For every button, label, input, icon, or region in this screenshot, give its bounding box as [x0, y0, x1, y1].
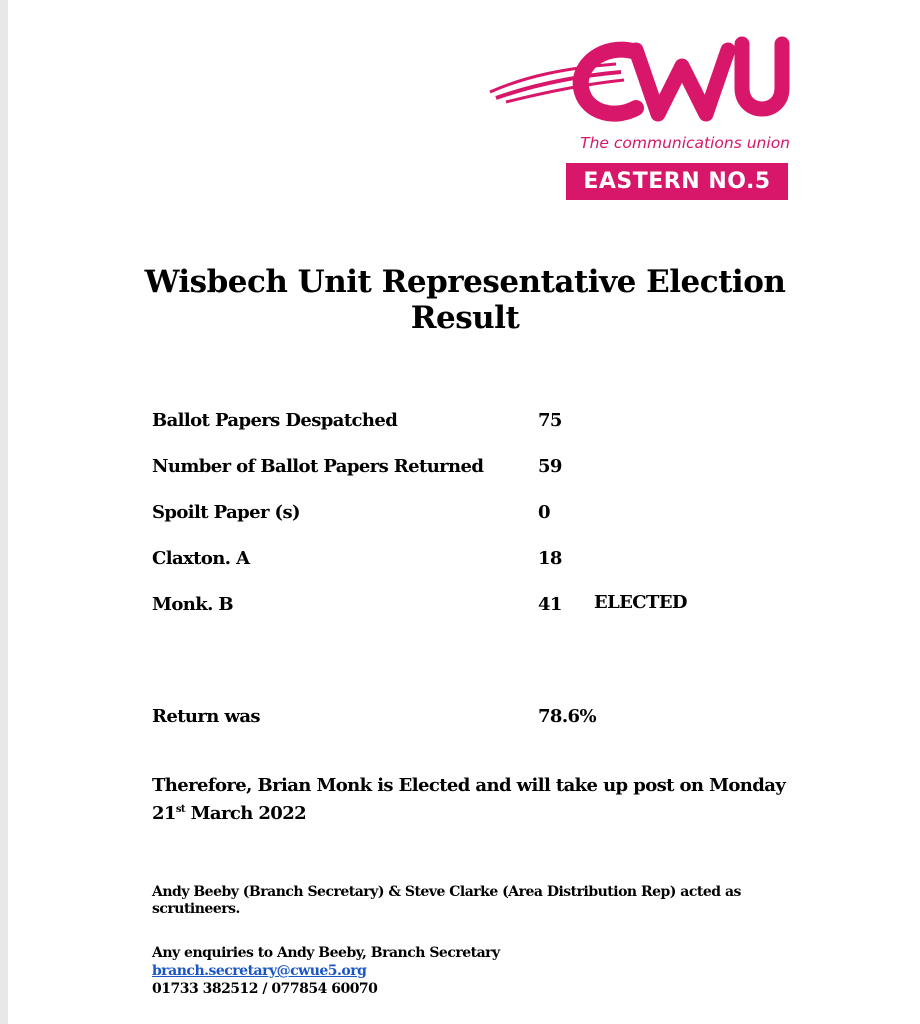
page-edge — [0, 0, 8, 1024]
cwu-logo — [486, 36, 796, 206]
row-label: Monk. B — [152, 594, 234, 615]
page-title — [140, 264, 790, 336]
title-line-1: Wisbech Unit Representative Election — [144, 264, 786, 300]
conclusion-text — [152, 774, 802, 826]
logo-text: CWU — [486, 36, 489, 37]
conclusion-superscript: st — [175, 804, 185, 815]
contact-block — [152, 944, 792, 998]
enquiries-text: Any enquiries to Andy Beeby, Branch Secretary — [152, 945, 500, 961]
result-row — [152, 410, 792, 456]
title-line-2: Result — [410, 300, 520, 336]
row-label: Number of Ballot Papers Returned — [152, 456, 484, 477]
conclusion-part-1: Therefore, Brian Monk is Elected and will take up post on Monday 21 — [152, 775, 786, 824]
result-row — [152, 548, 792, 594]
row-value: 41 — [538, 594, 562, 615]
return-row — [152, 706, 792, 727]
row-label: Spoilt Paper (s) — [152, 502, 300, 523]
elected-status: ELECTED — [594, 592, 687, 613]
scrutineers-note: Andy Beeby (Branch Secretary) & Steve Clarke (Area Distribution Rep) acted as scrutineers. — [152, 884, 741, 917]
results-table — [152, 410, 792, 640]
row-value: 18 — [538, 548, 562, 569]
phone-numbers: 01733 382512 / 077854 60070 — [152, 981, 378, 997]
result-row — [152, 456, 792, 502]
conclusion-part-2: March 2022 — [184, 803, 307, 824]
email-link[interactable]: branch.secretary@cwue5.org — [152, 963, 367, 979]
return-label: Return was — [152, 706, 260, 727]
row-value: 59 — [538, 456, 562, 477]
return-value: 78.6% — [538, 706, 596, 727]
row-value: 75 — [538, 410, 562, 431]
row-value: 0 — [538, 502, 550, 523]
row-label: Claxton. A — [152, 548, 250, 569]
tagline: The communications union — [580, 134, 790, 152]
branch-badge: EASTERN NO.5 — [566, 163, 788, 200]
result-row — [152, 594, 792, 640]
row-label: Ballot Papers Despatched — [152, 410, 398, 431]
cwu-logo-graphic — [486, 36, 796, 136]
result-row — [152, 502, 792, 548]
